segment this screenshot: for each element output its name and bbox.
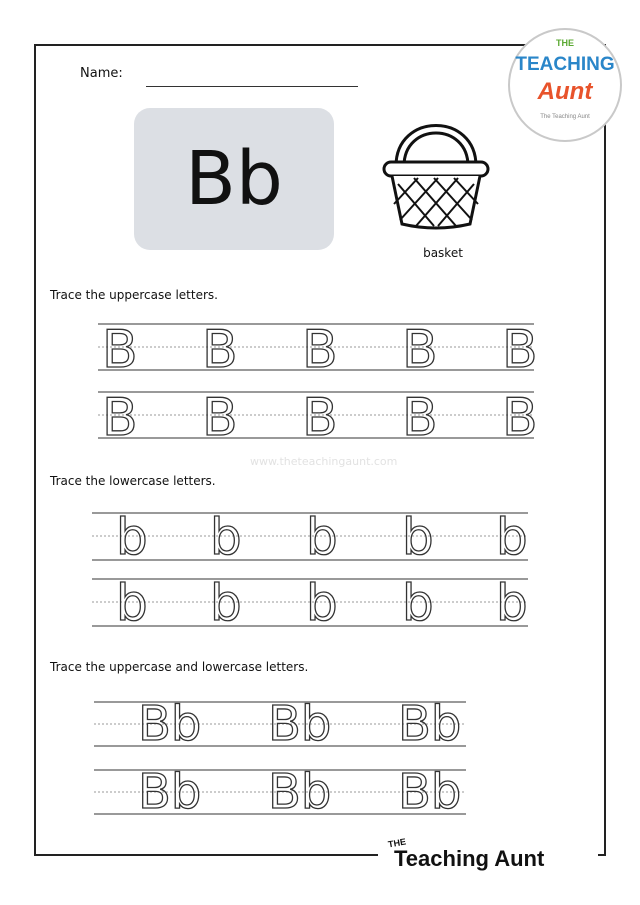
- basket-icon: [368, 104, 504, 240]
- footer-the: THE: [387, 836, 407, 850]
- tracing-row[interactable]: [92, 574, 528, 632]
- trace-letter-pair: Bb: [398, 764, 462, 820]
- trace-letter-pair: Bb: [398, 696, 462, 752]
- trace-letter: B: [202, 388, 238, 448]
- trace-letter: b: [402, 508, 434, 566]
- instruction-mixed: Trace the uppercase and lowercase letters.: [50, 660, 309, 674]
- trace-letter: B: [102, 320, 138, 380]
- trace-letter: b: [306, 508, 338, 566]
- instruction-uppercase: Trace the uppercase letters.: [50, 288, 218, 302]
- tracing-row[interactable]: [94, 696, 466, 752]
- footer-brand: [378, 836, 598, 876]
- logo-aunt: Aunt: [537, 78, 593, 105]
- tracing-row[interactable]: [94, 764, 466, 820]
- trace-letter-pair: Bb: [268, 696, 332, 752]
- watermark: www.theteachingaunt.com: [250, 455, 398, 468]
- name-label: Name:: [80, 66, 123, 81]
- trace-letter: b: [496, 508, 528, 566]
- trace-letter-pair: Bb: [138, 764, 202, 820]
- featured-letters: Bb: [185, 136, 283, 222]
- logo-tagline: The Teaching Aunt: [540, 114, 590, 120]
- trace-letter: B: [502, 388, 538, 448]
- trace-letter: b: [496, 574, 528, 632]
- trace-letter: b: [116, 574, 148, 632]
- teaching-aunt-logo: [506, 26, 624, 144]
- footer-brand-text: Teaching Aunt: [394, 846, 545, 871]
- tracing-row[interactable]: [98, 320, 538, 380]
- logo-the: THE: [556, 38, 574, 48]
- instruction-lowercase: Trace the lowercase letters.: [50, 474, 216, 488]
- trace-letter: b: [210, 508, 242, 566]
- trace-letter: b: [210, 574, 242, 632]
- trace-letter: B: [202, 320, 238, 380]
- name-line[interactable]: [146, 86, 358, 87]
- trace-letter-pair: Bb: [138, 696, 202, 752]
- picture-label: basket: [423, 246, 463, 260]
- trace-letter: B: [502, 320, 538, 380]
- trace-letter: b: [116, 508, 148, 566]
- logo-teaching: TEACHING: [515, 54, 615, 75]
- featured-letter-card: [134, 108, 334, 250]
- tracing-row[interactable]: [98, 388, 538, 448]
- trace-letter: B: [102, 388, 138, 448]
- tracing-row[interactable]: [92, 508, 528, 566]
- trace-letter: B: [402, 388, 438, 448]
- trace-letter-pair: Bb: [268, 764, 332, 820]
- trace-letter: B: [302, 320, 338, 380]
- trace-letter: b: [306, 574, 338, 632]
- trace-letter: b: [402, 574, 434, 632]
- trace-letter: B: [302, 388, 338, 448]
- trace-letter: B: [402, 320, 438, 380]
